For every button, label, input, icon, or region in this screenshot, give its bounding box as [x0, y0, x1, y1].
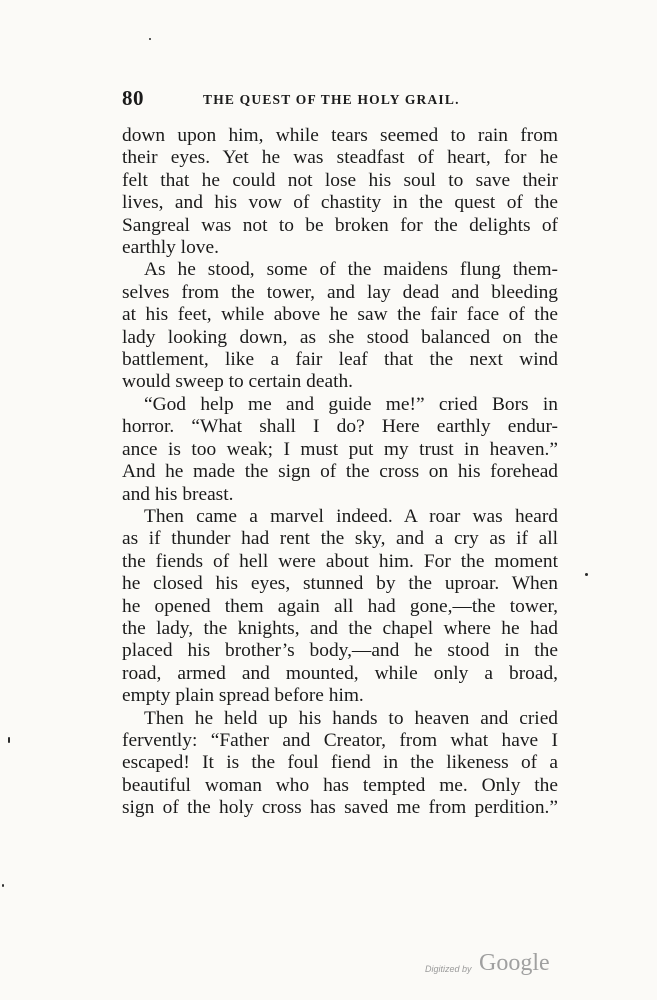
text-line: he closed his eyes, stunned by the uproar. When — [122, 573, 558, 595]
text-line: beautiful woman who has tempted me. Only the — [122, 774, 558, 796]
speck-mark — [149, 38, 151, 40]
paragraph-2 — [122, 259, 558, 393]
text-line: Sangreal was not to be broken for the delights of — [122, 214, 558, 236]
google-logo: Google — [479, 950, 550, 976]
text-line: sign of the holy cross has saved me from perdition.” — [122, 797, 558, 819]
digitized-by-google-watermark — [425, 950, 565, 984]
text-line: And he made the sign of the cross on his forehead — [122, 461, 558, 483]
text-line: placed his brother’s body,—and he stood in the — [122, 640, 558, 662]
page-header — [122, 86, 558, 112]
text-line: would sweep to certain death. — [122, 371, 353, 393]
text-line: felt that he could not lose his soul to save their — [122, 169, 558, 191]
text-line: road, armed and mounted, while only a broad, — [122, 662, 558, 684]
text-line: down upon him, while tears seemed to rain from — [122, 125, 558, 146]
text-line: “God help me and guide me!” cried Bors in — [144, 393, 558, 415]
speck-mark — [2, 884, 4, 887]
text-line: Then he held up his hands to heaven and cried — [144, 707, 558, 729]
page-number: 80 — [122, 86, 144, 110]
text-line: ance is too weak; I must put my trust in heaven.” — [122, 438, 558, 460]
text-line: As he stood, some of the maidens flung them- — [144, 259, 558, 281]
text-line: horror. “What shall I do? Here earthly endur- — [122, 416, 558, 438]
text-line: selves from the tower, and lay dead and bleeding — [122, 281, 558, 303]
running-title: THE QUEST OF THE HOLY GRAIL. — [203, 92, 460, 107]
text-line: Then came a marvel indeed. A roar was heard — [144, 505, 558, 527]
speck-mark — [8, 737, 10, 743]
text-line: empty plain spread before him. — [122, 685, 364, 707]
speck-mark — [585, 573, 588, 576]
text-line: earthly love. — [122, 237, 219, 259]
text-line: lives, and his vow of chastity in the quest of the — [122, 192, 558, 214]
text-line: fervently: “Father and Creator, from what have I — [122, 729, 558, 751]
text-line: battlement, like a fair leaf that the next wind — [122, 349, 558, 371]
text-line: the fiends of hell were about him. For the moment — [122, 550, 558, 572]
text-line: the lady, the knights, and the chapel where he had — [122, 617, 558, 639]
paragraph-1 — [122, 125, 558, 259]
text-line: escaped! It is the foul fiend in the likeness of a — [122, 752, 558, 774]
paragraph-4 — [122, 506, 558, 708]
body-text — [122, 125, 558, 820]
text-line: their eyes. Yet he was steadfast of heart, for he — [122, 147, 558, 169]
paragraph-3 — [122, 394, 558, 506]
digitized-by-label: Digitized by — [425, 964, 472, 974]
text-line: and his breast. — [122, 483, 234, 505]
text-line: he opened them again all had gone,—the tower, — [122, 595, 558, 617]
text-line: as if thunder had rent the sky, and a cry as if all — [122, 528, 558, 550]
text-line: lady looking down, as she stood balanced on the — [122, 326, 558, 348]
paragraph-5 — [122, 708, 558, 820]
text-line: at his feet, while above he saw the fair face of the — [122, 304, 558, 326]
